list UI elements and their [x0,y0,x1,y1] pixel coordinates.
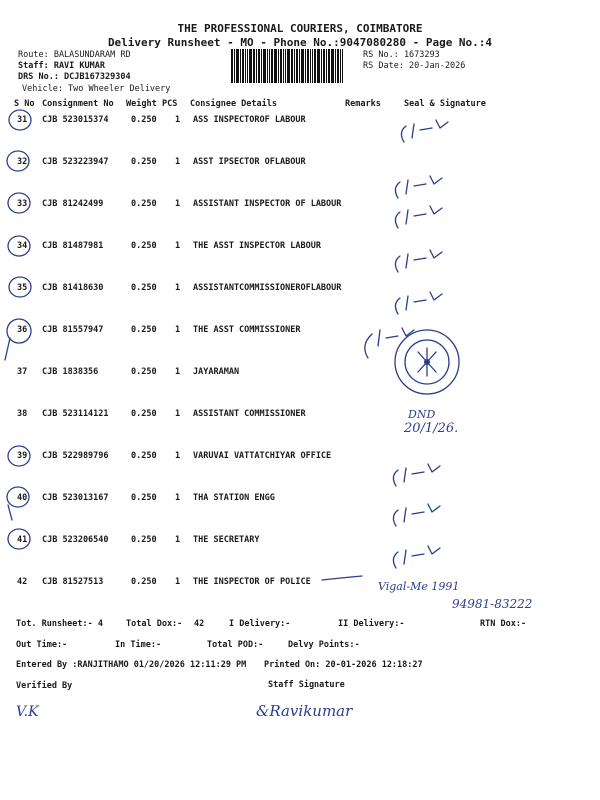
row-consignment: CJB 523206540 [42,535,109,545]
row-consignment: CJB 81527513 [42,577,104,587]
row-sno: 36 [17,325,28,335]
row-consignment: CJB 81487981 [42,241,104,251]
row-sno: 35 [17,283,28,293]
row-consignment: CJB 81418630 [42,283,104,293]
i-delivery: I Delivery:- [229,619,291,629]
date-note-1: DND [408,408,436,421]
row-pcs: 1 [175,199,181,209]
row-sno: 39 [17,451,28,461]
row-consignment: CJB 523015374 [42,115,109,125]
row-consignee: ASSISTANT COMMISSIONER [193,409,306,419]
row-consignee: ASS INSPECTOROF LABOUR [193,115,306,125]
official-stamp-icon [395,330,459,394]
signature-scribbles [365,120,448,568]
row-pcs: 1 [175,157,181,167]
row-sno: 42 [17,577,28,587]
row-consignee: THA STATION ENGG [193,493,275,503]
row-sno: 33 [17,199,28,209]
row-consignment: CJB 81242499 [42,199,104,209]
row-sno: 37 [17,367,28,377]
row-weight: 0.250 [131,535,157,545]
row-sno: 38 [17,409,28,419]
row-weight: 0.250 [131,157,157,167]
row-consignee: JAYARAMAN [193,367,240,377]
row-consignee: THE INSPECTOR OF POLICE [193,577,311,587]
rs-date: RS Date: 20-Jan-2026 [363,61,466,71]
row-sno: 40 [17,493,28,503]
out-time: Out Time:- [16,640,68,650]
runsheet-subtitle: Delivery Runsheet - MO - Phone No.:9047080280 - Page No.:4 [107,36,493,49]
in-time: In Time:- [115,640,162,650]
row-consignment: CJB 523114121 [42,409,109,419]
company-title: THE PROFESSIONAL COURIERS, COIMBATORE [177,22,423,35]
row-42-strike [322,576,362,580]
staff-label: Staff: RAVI KUMAR [18,61,105,71]
verified-initials: V.K [16,704,39,720]
total-pod: Total POD:- [207,640,264,650]
row-pcs: 1 [175,409,181,419]
entered-by: Entered By :RANJITHAMO 01/20/2026 12:11:29 PM [16,660,247,670]
row-consignment: CJB 1838356 [42,367,99,377]
row-consignee: ASST IPSECTOR OFLABOUR [193,157,306,167]
total-runsheet: Tot. Runsheet:- 4 [16,619,103,629]
phone-note-1: Vigal-Me 1991 [378,580,460,593]
row-consignment: CJB 523223947 [42,157,109,167]
row-pcs: 1 [175,535,181,545]
row-weight: 0.250 [131,283,157,293]
col-seal-signature: Seal & Signature [404,99,486,109]
row-pcs: 1 [175,241,181,251]
row-weight: 0.250 [131,577,157,587]
delvy-points: Delvy Points:- [288,640,360,650]
row-weight: 0.250 [131,367,157,377]
row-consignment: CJB 81557947 [42,325,104,335]
vehicle-label: Vehicle: Two Wheeler Delivery [22,84,171,94]
row-consignee: THE ASST INSPECTOR LABOUR [193,241,321,251]
row-pcs: 1 [175,283,181,293]
row-consignee: VARUVAI VATTATCHIYAR OFFICE [193,451,332,461]
drs-label: DRS No.: DCJB167329304 [18,72,131,82]
row-consignee: THE SECRETARY [193,535,260,545]
staff-signature-label: Staff Signature [268,680,345,690]
row-weight: 0.250 [131,325,157,335]
row-sno: 31 [17,115,28,125]
total-dox-count: 42 [194,619,205,629]
row-sno: 41 [17,535,28,545]
route-label: Route: BALASUNDARAM RD [18,50,131,60]
ii-delivery: II Delivery:- [338,619,405,629]
printed-on: Printed On: 20-01-2026 12:18:27 [264,660,423,670]
row-pcs: 1 [175,115,181,125]
row-weight: 0.250 [131,409,157,419]
verified-by-label: Verified By [16,681,73,691]
col-weight: Weight [126,99,157,109]
row-pcs: 1 [175,451,181,461]
col-consignee: Consignee Details [190,99,277,109]
row-weight: 0.250 [131,241,157,251]
staff-signature-scribble: &Ravikumar [256,702,353,720]
col-consignment: Consignment No [42,99,114,109]
rtn-dox: RTN Dox:- [480,619,527,629]
date-note-2: 20/1/26. [404,421,459,436]
row-consignee: ASSISTANTCOMMISSIONEROFLABOUR [193,283,342,293]
row-consignment: CJB 523013167 [42,493,109,503]
row-weight: 0.250 [131,115,157,125]
row-consignee: THE ASST COMMISSIONER [193,325,301,335]
row-sno: 32 [17,157,28,167]
row-consignment: CJB 522989796 [42,451,109,461]
rs-number: RS No.: 1673293 [363,50,440,60]
sno-circle-marks [5,110,31,549]
row-weight: 0.250 [131,199,157,209]
row-weight: 0.250 [131,451,157,461]
row-weight: 0.250 [131,493,157,503]
phone-note-2: 94981-83222 [452,597,533,611]
total-dox-label: Total Dox:- [126,619,183,629]
col-pcs: PCS [162,99,178,109]
row-consignee: ASSISTANT INSPECTOR OF LABOUR [193,199,342,209]
row-pcs: 1 [175,367,181,377]
col-sno: S No [14,99,35,109]
row-pcs: 1 [175,577,181,587]
col-remarks: Remarks [345,99,381,109]
row-pcs: 1 [175,493,181,503]
row-pcs: 1 [175,325,181,335]
row-sno: 34 [17,241,28,251]
